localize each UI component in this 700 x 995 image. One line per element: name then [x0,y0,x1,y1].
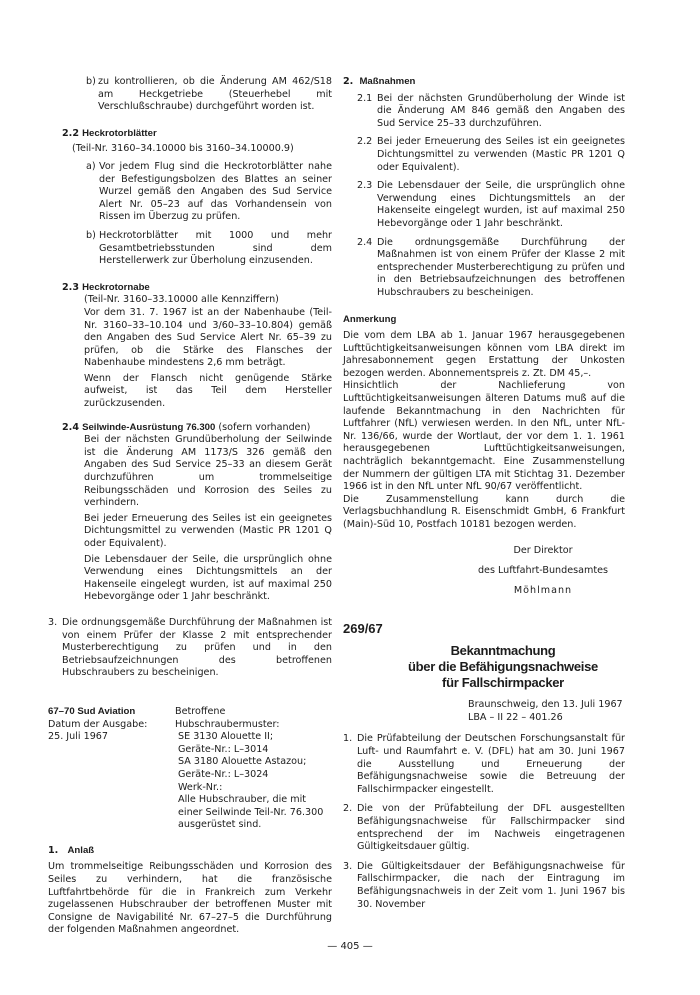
section-1-title: Anlaß [67,844,95,856]
section-2-2-title: Heckrotorblätter [82,127,157,139]
list-item-a: a) Vor jedem Flug sind die Heckrotorblätter nahe der Befestigungsbolzen des Blattes an seiner Wurzel gemäß den Angaben des Sud Service Alert Nr. 05–23 auf das Vorhandensein von Rissen im Überzug zu prüfen. [86,160,332,223]
list-item: 2.2 Bei jeder Erneuerung des Seiles ist ein geeignetes Dichtungsmittel zu verwenden (Mastic PR 1201 Q oder Equivalent). [357,136,625,173]
notice-title: Bekanntmachung über die Befähigungsnachweise für Fallschirmpacker [408,643,598,691]
notice-header: 67–70 Sud Aviation Datum der Ausgabe: 25. Juli 1967 Betroffene Hubschraubermuster: SE 3130 Alouette II; Geräte-Nr.: L–3014 SA 3180 Alouette Astazou; Geräte-Nr.: L–3024 Werk-Nr.: Alle Hubschrauber, die mit einer Seilwinde Teil-Nr. 76.300 ausgerüstet sind. [48,706,332,832]
list-item-b: b) zu kontrollieren, ob die Änderung AM 462/S18 am Heckgetriebe (Steuerhebel mit Verschlußschraube) durchgeführt worden ist. [86,76,332,113]
list-item: 2. Die von der Prüfabteilung der DFL ausgestellten Befähigungsnachweise für Fallschirmpacker sind entsprechend der im Nachweis eingetragenen Gültigkeitsdauer gültig. [343,803,625,853]
list-item-b: b) Heckrotorblätter mit 1000 und mehr Gesamtbetriebsstunden sind dem Herstellerwerk zur Überholung einzusenden. [86,229,332,267]
place-date: Braunschweig, den 13. Juli 1967 LBA – II 22 – 401.26 [343,699,625,724]
section-1: 1. Anlaß Um trommelseitige Reibungsschäden und Korrosion des Seiles zu verhindern, hat die französische Luftfahrtbehörde für die in Frankreich zum Verkehr zugelassenen Hubschrauber der betroffenen Muster mit Consigne de Navigabilité Nr. 67–27–5 die Durchführung der folgenden Maßnahmen angeordnet. [48,844,332,936]
list-item: 2.3 Die Lebensdauer der Seile, die ursprünglich ohne Verwendung eines Dichtungsmittels an der Hakenseite eingelegt wurden, ist auf maximal 250 Hebevorgänge oder 1 Jahr beschränkt. [357,180,625,229]
section-2-3-title: Heckrotornabe [82,281,150,293]
section-2-4-title: Seilwinde-Ausrüstung 76.300 [82,421,216,433]
section-2-title: Maßnahmen [359,76,416,87]
left-column [48,76,332,937]
list-item: 3. Die Gültigkeitsdauer der Befähigungsnachweise für Fallschirmpacker, die nach der Eintragung im Befähigungsnachweis in der Zeit vom 1. Juni 1967 bis 30. November [343,860,625,910]
signature-name: Möhlmann [513,584,573,596]
page-number: — 405 — [327,941,373,952]
list-item: 2.4 Die ordnungsgemäße Durchführung der Maßnahmen ist von einem Prüfer der Klasse 2 mit entsprechender Musterberechtigung zu prüfen und in den Betriebsaufzeichnungen des betroffenen Hubschraubers zu bescheinigen. [357,236,625,298]
right-column: 2. Maßnahmen 2.1 Bei der nächsten Grundüberholung der Winde ist die Änderung AM 846 gemäß den Angaben des Sud Service 25–33 durchzuführen. 2.2 Bei jeder Erneuerung des Seiles ist ein geeignetes Dichtungsmittel zu verwenden (Mastic PR 1201 Q oder Equivalent). 2.3 Die Lebensdauer der Seile, die ursprünglich ohne Verwendung eines Dichtungsmittels an der Hakenseite eingelegt wurden, ist auf maximal 250 Hebevorgänge oder 1 Jahr beschränkt. 2.4 Die ordnungsgemäße Durchführung der Maßnahmen ist von einem Prüfer der Klasse 2 mit entsprechender Musterberechtigung zu prüfen und in den Betriebsaufzeichnungen des betroffenen Hubschraubers zu bescheinigen. Anmerkung Die vom dem LBA ab 1. Januar 1967 herausgegebenen Lufttüchtigkeitsanweisungen können vom LBA direkt im Jahresabonnement gegen Erstattung der Unkosten bezogen werden. Abonnementspreis z. Zt. DM 45,–. Hinsichtlich der Nachlieferung von Lufttüchtigkeitsanweisungen älteren Datums muß auf die laufende Bekanntmachung in den Nachrichten für Luftfahrer (NfL) verwiesen werden. In den NfL, unter NfL-Nr. 136/66, wurde der Wortlaut, der vor dem 1. 1. 1961 herausgegebenen Lufttüchtigkeitsanweisungen, nachträglich bekanntgemacht. Eine Zusammenstellung der Nummern der gültigen LTA mit Stichtag 31. Dezember 1966 ist in den NfL unter NfL 90/67 veröffentlicht. Die Zusammenstellung kann durch die Verlagsbuchhandlung R. Eisenschmidt GmbH, 6 Frankfurt (Main)-Süd 10, Postfach 10181 bezogen werden. Der Direktor des Luftfahrt-Bundesamtes Möhlmann 269/67 Bekanntmachung über die Befähigungsnachweise für Fallschirmpacker Braunschweig, den 13. Juli 1967 LBA – II 22 – 401.26 1. Die Prüfabteilung der Deutschen Forschungsanstalt für Luft- und Raumfahrt e. V. (DFL) hat am 30. Juni 1967 die Ausstellung und Erneuerung der Befähigungsnachweise sowie die Betreuung der Fallschirmpacker eingestellt. 2. Die von der Prüfabteilung der DFL ausgestellten Befähigungsnachweise für Fallschirmpacker sind entsprechend der im Nachweis eingetragenen Gültigkeitsdauer gültig. 3. Die Gültigkeitsdauer der Befähigungsnachweise für Fallschirmpacker, die nach der Eintragung im Befähigungsnachweis in der Zeit vom 1. Juni 1967 bis 30. November [343,76,625,910]
list-item: 1. Die Prüfabteilung der Deutschen Forschungsanstalt für Luft- und Raumfahrt e. V. (DFL) hat am 30. Juni 1967 die Ausstellung und Erneuerung der Befähigungsnachweise sowie die Betreuung der Fallschirmpacker eingestellt. [343,733,625,795]
remark-title: Anmerkung [343,313,397,325]
affected-models: Betroffene Hubschraubermuster: SE 3130 Alouette II; Geräte-Nr.: L–3014 SA 3180 Alouette Astazou; Geräte-Nr.: L–3024 Werk-Nr.: Alle Hubschrauber, die mit einer Seilwinde Teil-Nr. 76.300 ausgerüstet sind. [175,705,324,831]
section-2-4: 2.4 Seilwinde-Ausrüstung 76.300 (sofern vorhanden) Bei der nächsten Grundüberholung der Seilwinde ist die Änderung AM 1173/S 326 gemäß den Angaben des Sud Service 25–33 an diesem Gerät durchzuführen um trommelseitige Reibungsschäden und Korrosion des Seiles zu verhindern. Bei jeder Erneuerung des Seiles ist ein geeignetes Dichtungsmittel zu verwenden (Mastic PR 1201 Q oder Equivalent). Die Lebensdauer der Seile, die ursprünglich ohne Verwendung eines Dichtungsmittels an der Hakenseile eingelegt wurden, ist auf maximal 250 Hebevorgänge oder 1 Jahr beschränkt. [62,421,332,603]
list-item: 2.1 Bei der nächsten Grundüberholung der Winde ist die Änderung AM 846 gemäß den Angaben des Sud Service 25–33 durchzuführen. [357,92,625,129]
signature-block: Der Direktor des Luftfahrt-Bundesamtes Möhlmann [343,541,625,601]
reference-number: LBA – II 22 – 401.26 [468,711,563,723]
notice-code: 67–70 Sud Aviation [48,705,136,717]
remark: Anmerkung Die vom dem LBA ab 1. Januar 1967 herausgegebenen Lufttüchtigkeitsanweisungen können vom LBA direkt im Jahresabonnement gegen Erstattung der Unkosten bezogen werden. Abonnementspreis z. Zt. DM 45,–. Hinsichtlich der Nachlieferung von Lufttüchtigkeitsanweisungen älteren Datums muß auf die laufende Bekanntmachung in den Nachrichten für Luftfahrer (NfL) verwiesen werden. In den NfL, unter NfL-Nr. 136/66, wurde der Wortlaut, der vor dem 1. 1. 1961 herausgegebenen Lufttüchtigkeitsanweisungen, nachträglich bekanntgemacht. Eine Zusammenstellung der Nummern der gültigen LTA mit Stichtag 31. Dezember 1966 ist in den NfL unter NfL 90/67 veröffentlicht. Die Zusammenstellung kann durch die Verlagsbuchhandlung R. Eisenschmidt GmbH, 6 Frankfurt (Main)-Süd 10, Postfach 10181 bezogen werden. [343,313,625,530]
section-2-2: 2.2 Heckrotorblätter (Teil-Nr. 3160–34.10000 bis 3160–34.10000.9) a) Vor jedem Flug sind die Heckrotorblätter nahe der Befestigungsbolzen des Blattes an seiner Wurzel gemäß den Angaben des Sud Service Alert Nr. 05–23 auf das Vorhandensein von Rissen im Überzug zu prüfen. b) Heckrotorblätter mit 1000 und mehr Gesamtbetriebsstunden sind dem Herstellerwerk zur Überholung einzusenden. [62,127,332,267]
notice-number: 269/67 [343,620,383,636]
section-2-3: 2.3 Heckrotornabe (Teil-Nr. 3160–33.10000 alle Kennziffern) Vor dem 31. 7. 1967 ist an der Nabenhaube (Teil-Nr. 3160–33–10.104 und 3/60–33–10.804) gemäß den Angaben des Sud Service Alert Nr. 65–39 zu prüfen, ob die Stärke des Flansches der Nabenhaube mindestens 2,6 mm beträgt. Wenn der Flansch nicht genügende Stärke aufweist, ist das Teil dem Hersteller zurückzusenden. [62,281,332,410]
section-3: 3. Die ordnungsgemäße Durchführung der Maßnahmen ist von einem Prüfer der Klasse 2 mit entsprechender Musterberechtigung zu prüfen und in den Betriebsaufzeichnungen des betroffenen Hubschraubers zu bescheinigen. [48,616,332,679]
